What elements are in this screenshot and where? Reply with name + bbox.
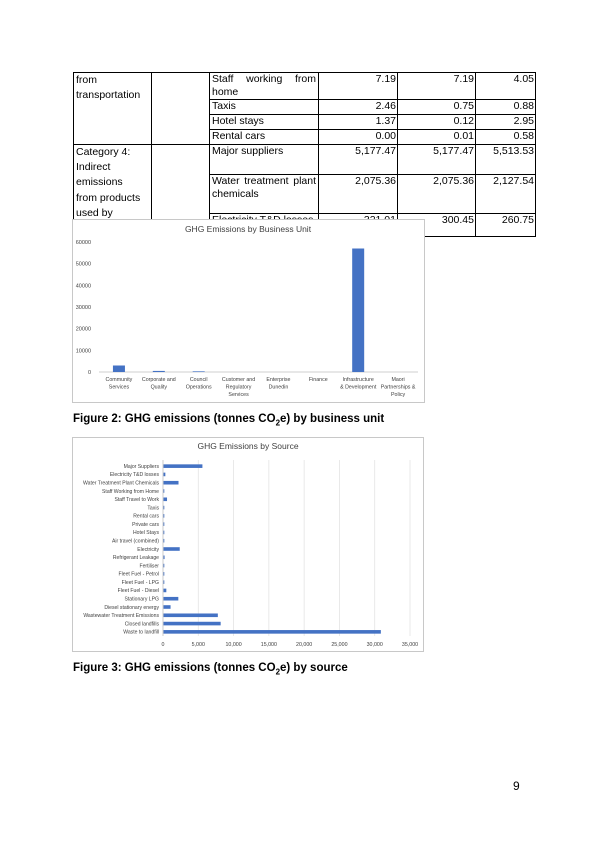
y-tick-label: 60000 [75, 240, 91, 246]
x-tick-label: Maori Partnerships & Policy [380, 377, 416, 398]
figure3-svg [73, 438, 423, 651]
table-cell-v2: 5,177.47 [398, 145, 476, 175]
bar [164, 531, 165, 535]
bar [352, 249, 364, 373]
y-tick-label: Stationary LPG [124, 596, 159, 603]
y-tick-label: Refrigerant Leakage [112, 555, 159, 562]
table-cell-v3: 4.05 [476, 73, 536, 100]
figure3-caption-post: e) by source [280, 662, 348, 674]
x-tick-label: Infrastructure & Development [340, 377, 377, 391]
y-tick-label: 0 [87, 370, 91, 376]
figure3-chart [72, 437, 424, 652]
bar [164, 506, 165, 510]
table-cell-v3: 260.75 [476, 214, 536, 237]
table-cell-v1: 7.19 [319, 73, 398, 100]
bar [164, 489, 165, 493]
x-tick-label: Finance [308, 377, 328, 383]
table-row [74, 145, 536, 175]
x-tick-label: 30,000 [366, 642, 383, 648]
bar [113, 366, 125, 373]
bar [164, 481, 179, 485]
y-tick-label: 10000 [75, 348, 91, 355]
chart-title: GHG Emissions by Source [197, 441, 299, 451]
x-tick-label: Community Services [105, 377, 133, 391]
bar [164, 497, 168, 501]
y-tick-label: Staff Working from Home [102, 488, 159, 495]
table-cell-v2: 2,075.36 [398, 175, 476, 214]
bar [193, 371, 205, 372]
y-tick-label: 50000 [75, 261, 91, 268]
table-cell-v2: 0.01 [398, 130, 476, 145]
bar [164, 547, 180, 551]
x-tick-label: 10,000 [225, 642, 242, 648]
table-cell-v1: 5,177.47 [319, 145, 398, 175]
table-cell-v3: 2.95 [476, 115, 536, 130]
bar [164, 572, 165, 576]
x-tick-label: Council Operations [185, 377, 212, 391]
y-tick-label: Fleet Fuel - Diesel [117, 588, 159, 595]
y-tick-label: Closed landfills [124, 621, 159, 628]
table-cell-v3: 0.58 [476, 130, 536, 145]
x-tick-label: 35,000 [401, 642, 419, 648]
bar [164, 464, 203, 468]
y-tick-label: Air travel (combined) [112, 538, 159, 545]
table-cell-v2: 0.75 [398, 100, 476, 115]
figure3-caption [73, 662, 348, 676]
table-cell-v1: 1.37 [319, 115, 398, 130]
y-tick-label: Electricity [137, 546, 159, 553]
bar [164, 522, 165, 526]
bar [164, 539, 165, 543]
table-cell-v3: 5,513.53 [476, 145, 536, 175]
figure2-caption-post: e) by business unit [280, 413, 385, 425]
y-tick-label: Staff Travel to Work [114, 497, 159, 504]
y-tick-label: Electricity T&D losses [109, 472, 159, 479]
y-tick-label: 20000 [75, 326, 91, 333]
bar [164, 613, 218, 617]
bar [153, 371, 165, 372]
y-tick-label: Fleet Fuel - LPG [121, 579, 159, 586]
bar [164, 555, 165, 559]
x-tick-label: 25,000 [331, 642, 348, 648]
y-tick-label: Diesel stationary energy [104, 604, 159, 611]
y-tick-label: Rental cars [133, 513, 159, 520]
x-tick-label: 15,000 [260, 642, 277, 648]
bar [164, 630, 381, 634]
figure2-caption-sub: 2 [275, 418, 281, 428]
table-cell-category: from transportation [74, 73, 152, 145]
table-cell-source: Staff working from home [210, 73, 319, 100]
table-cell-source: Rental cars [210, 130, 319, 145]
table-cell-v2: 0.12 [398, 115, 476, 130]
y-tick-label: Waste to landfill [123, 629, 159, 636]
y-tick-label: Major Suppliers [123, 463, 159, 470]
table-cell-v3: 0.88 [476, 100, 536, 115]
emissions-table [73, 72, 536, 237]
table-cell-v3: 2,127.54 [476, 175, 536, 214]
y-tick-label: Water Treatment Plant Chemicals [83, 480, 159, 487]
table-cell-source: Taxis [210, 100, 319, 115]
table-cell-blank [152, 73, 210, 145]
table-cell-v1: 0.00 [319, 130, 398, 145]
figure2-caption-pre: Figure 2: GHG emissions (tonnes CO [73, 413, 276, 425]
x-tick-label: 5,000 [191, 642, 205, 648]
x-tick-label: 0 [161, 642, 165, 648]
y-tick-label: 40000 [75, 283, 91, 290]
y-tick-label: 30000 [75, 305, 91, 311]
y-tick-label: Private cars [132, 521, 159, 528]
table-cell-source: Water treatment plant chemicals [210, 175, 319, 214]
table-cell-v1: 2,075.36 [319, 175, 398, 214]
table-cell-v2: 300.45 [398, 214, 476, 237]
y-tick-label: Taxis [147, 505, 159, 512]
bar [164, 605, 171, 609]
table-cell-source: Hotel stays [210, 115, 319, 130]
figure3-caption-sub: 2 [275, 667, 281, 677]
table-cell-source: Major suppliers [210, 145, 319, 175]
table-cell-category: Category 4: Indirect emissions from products used by [74, 145, 152, 237]
x-tick-label: Customer and Regulatory Services [221, 377, 256, 398]
x-tick-label: 20,000 [296, 642, 313, 648]
bar [164, 580, 165, 584]
table-cell-v2: 7.19 [398, 73, 476, 100]
figure3-caption-pre: Figure 3: GHG emissions (tonnes CO [73, 662, 276, 674]
bar [164, 564, 165, 568]
y-tick-label: Wastewater Treatment Emissions [83, 613, 159, 620]
bar [164, 622, 221, 626]
y-tick-label: Fertiliser [139, 563, 159, 570]
bar [164, 597, 179, 601]
figure2-svg [73, 220, 424, 402]
y-tick-label: Fleet Fuel - Petrol [118, 571, 159, 578]
x-tick-label: Enterprise Dunedin [266, 377, 291, 391]
chart-title: GHG Emissions by Business Unit [184, 224, 312, 234]
bar [164, 473, 166, 477]
figure2-chart [72, 219, 425, 403]
figure2-caption [73, 413, 384, 427]
table-row [74, 73, 536, 100]
page-number: 9 [513, 779, 520, 793]
bar [164, 589, 167, 593]
y-tick-label: Hotel Stays [132, 530, 159, 537]
bar [164, 514, 165, 518]
x-tick-label: Corporate and Quality [141, 377, 176, 391]
table-cell-v1: 2.46 [319, 100, 398, 115]
